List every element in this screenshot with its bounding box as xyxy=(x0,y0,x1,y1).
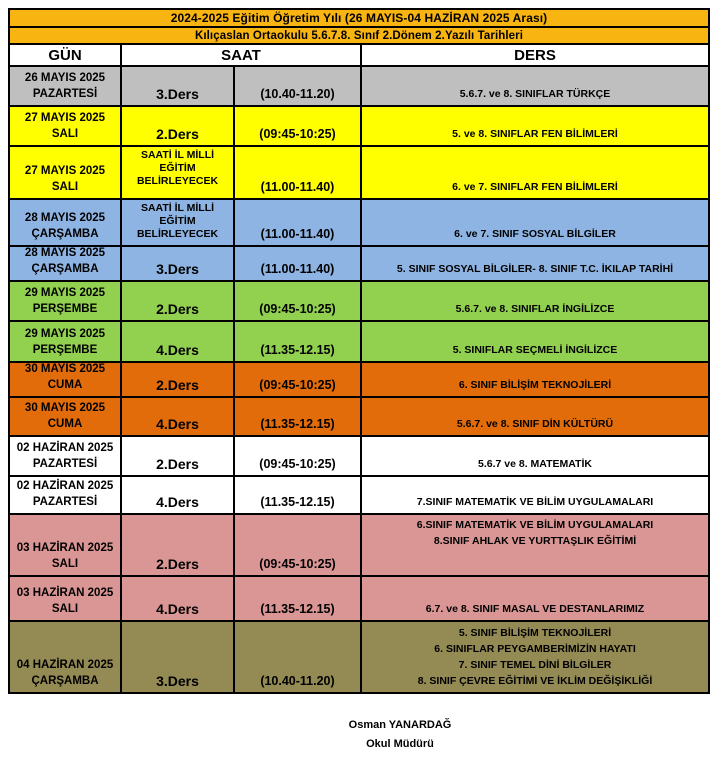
date-cell xyxy=(10,322,122,361)
subject-cell xyxy=(362,322,708,361)
lesson-cell: 3.Ders xyxy=(122,622,235,692)
subject-line: 5. ve 8. SINIFLAR FEN BİLİMLERİ xyxy=(452,128,618,140)
subject-cell xyxy=(362,437,708,475)
time-cell: (11.35-12.15) xyxy=(235,322,362,361)
column-header-saat: SAAT xyxy=(122,45,362,65)
date-line1: 03 HAZİRAN 2025 xyxy=(16,587,114,599)
lesson-cell: 2.Ders xyxy=(122,107,235,145)
table-row xyxy=(10,107,708,147)
subject-line: 5.6.7. ve 8. SINIF DİN KÜLTÜRÜ xyxy=(456,418,614,430)
lesson-cell: 2.Ders xyxy=(122,437,235,475)
subject-line: 5.6.7. ve 8. SINIFLAR TÜRKÇE xyxy=(459,88,611,100)
subject-line: 5. SINIF SOSYAL BİLGİLER- 8. SINIF T.C. İKILAP TARİHİ xyxy=(396,263,674,275)
time-cell: (10.40-11.20) xyxy=(235,622,362,692)
time-cell: (11.00-11.40) xyxy=(235,147,362,198)
subject-cell xyxy=(362,107,708,145)
subject-line: 7. SINIF TEMEL DİNİ BİLGİLER xyxy=(458,659,612,671)
date-line2: ÇARŞAMBA xyxy=(31,228,99,240)
date-cell xyxy=(10,577,122,620)
lesson-cell: SAATİ İL MİLLİ EĞİTİM BELİRLEYECEK xyxy=(122,200,235,245)
date-line1: 28 MAYIS 2025 xyxy=(24,212,106,224)
date-line1: 03 HAZİRAN 2025 xyxy=(16,542,114,554)
date-line2: PERŞEMBE xyxy=(32,303,98,315)
date-cell xyxy=(10,515,122,575)
time-cell: (09:45-10:25) xyxy=(235,107,362,145)
principal-title: Okul Müdürü xyxy=(366,738,434,750)
subject-cell xyxy=(362,200,708,245)
time-cell: (11.35-12.15) xyxy=(235,577,362,620)
time-cell: (09:45-10:25) xyxy=(235,515,362,575)
table-row xyxy=(10,622,708,692)
subject-line: 6.7. ve 8. SINIF MASAL VE DESTANLARIMIZ xyxy=(425,603,645,615)
date-line1: 30 MAYIS 2025 xyxy=(24,402,106,414)
subject-cell xyxy=(362,363,708,396)
date-line1: 27 MAYIS 2025 xyxy=(24,165,106,177)
subject-line: 8. SINIF ÇEVRE EĞİTİMİ VE İKLİM DEĞİŞİKLİĞİ xyxy=(417,675,653,687)
subject-line: 5. SINIFLAR SEÇMELİ İNGİLİZCE xyxy=(452,344,618,356)
date-line1: 04 HAZİRAN 2025 xyxy=(16,659,114,671)
column-header-row xyxy=(10,45,708,67)
date-cell xyxy=(10,622,122,692)
time-cell: (09:45-10:25) xyxy=(235,363,362,396)
subject-cell xyxy=(362,577,708,620)
subject-line: 5.6.7 ve 8. MATEMATİK xyxy=(478,458,592,470)
table-row xyxy=(10,282,708,322)
subject-cell xyxy=(362,398,708,435)
date-cell xyxy=(10,477,122,513)
date-line1: 02 HAZİRAN 2025 xyxy=(16,442,114,454)
table-row xyxy=(10,67,708,107)
table-row xyxy=(10,437,708,477)
date-cell xyxy=(10,282,122,320)
subject-cell xyxy=(362,247,708,280)
lesson-cell: 4.Ders xyxy=(122,322,235,361)
date-line2: CUMA xyxy=(47,379,83,391)
table-title-school: Kılıçaslan Ortaokulu 5.6.7.8. Sınıf 2.Dönem 2.Yazılı Tarihleri xyxy=(10,28,708,45)
time-cell: (11.35-12.15) xyxy=(235,477,362,513)
date-line1: 27 MAYIS 2025 xyxy=(24,112,106,124)
table-row xyxy=(10,477,708,515)
lesson-cell: 2.Ders xyxy=(122,363,235,396)
time-cell: (11.35-12.15) xyxy=(235,398,362,435)
date-line1: 29 MAYIS 2025 xyxy=(24,287,106,299)
lesson-cell: 4.Ders xyxy=(122,398,235,435)
date-line2: PAZARTESİ xyxy=(32,458,98,470)
lesson-cell: 4.Ders xyxy=(122,477,235,513)
table-row xyxy=(10,322,708,363)
lesson-cell: 2.Ders xyxy=(122,515,235,575)
date-line1: 29 MAYIS 2025 xyxy=(24,328,106,340)
time-cell: (11.00-11.40) xyxy=(235,247,362,280)
subject-line: 6. ve 7. SINIFLAR FEN BİLİMLERİ xyxy=(452,181,618,193)
date-line2: SALI xyxy=(51,128,79,140)
time-cell: (09:45-10:25) xyxy=(235,282,362,320)
lesson-cell: 3.Ders xyxy=(122,67,235,105)
table-row xyxy=(10,515,708,577)
lesson-cell: 4.Ders xyxy=(122,577,235,620)
date-line2: ÇARŞAMBA xyxy=(31,263,99,275)
lesson-cell: SAATİ İL MİLLİ EĞİTİM BELİRLEYECEK xyxy=(122,147,235,198)
time-cell: (09:45-10:25) xyxy=(235,437,362,475)
table-body xyxy=(10,67,708,692)
table-row xyxy=(10,398,708,437)
date-line2: PAZARTESİ xyxy=(32,88,98,100)
subject-line: 7.SINIF MATEMATİK VE BİLİM UYGULAMALARI xyxy=(416,496,654,508)
date-line2: SALI xyxy=(51,181,79,193)
subject-line: 8.SINIF AHLAK VE YURTTAŞLIK EĞİTİMİ xyxy=(433,535,637,547)
date-line2: PAZARTESİ xyxy=(32,496,98,508)
date-line1: 30 MAYIS 2025 xyxy=(24,363,106,375)
subject-line: 5.6.7. ve 8. SINIFLAR İNGİLİZCE xyxy=(455,303,615,315)
table-title-year: 2024-2025 Eğitim Öğretim Yılı (26 MAYIS-04 HAZİRAN 2025 Arası) xyxy=(10,10,708,28)
subject-line: 6. SINIF BİLİŞİM TEKNOJİLERİ xyxy=(458,379,612,391)
date-cell xyxy=(10,363,122,396)
table-row xyxy=(10,363,708,398)
date-cell xyxy=(10,247,122,280)
subject-cell xyxy=(362,622,708,692)
column-header-gun: GÜN xyxy=(10,45,122,65)
table-row xyxy=(10,577,708,622)
date-cell xyxy=(10,398,122,435)
date-cell xyxy=(10,67,122,105)
subject-cell xyxy=(362,147,708,198)
subject-line: 6. ve 7. SINIF SOSYAL BİLGİLER xyxy=(454,228,616,240)
date-line1: 02 HAZİRAN 2025 xyxy=(16,480,114,492)
date-line2: CUMA xyxy=(47,418,83,430)
subject-cell xyxy=(362,282,708,320)
time-cell: (11.00-11.40) xyxy=(235,200,362,245)
lesson-cell: 2.Ders xyxy=(122,282,235,320)
date-line2: SALI xyxy=(51,603,79,615)
exam-schedule-table xyxy=(8,8,710,694)
lesson-cell: 3.Ders xyxy=(122,247,235,280)
column-header-ders: DERS xyxy=(514,46,556,64)
date-line2: PERŞEMBE xyxy=(32,344,98,356)
date-line2: ÇARŞAMBA xyxy=(31,675,99,687)
signature-block xyxy=(90,716,710,754)
date-cell xyxy=(10,437,122,475)
date-cell xyxy=(10,200,122,245)
table-row xyxy=(10,247,708,282)
subject-cell xyxy=(362,515,708,575)
subject-line: 6. SINIFLAR PEYGAMBERİMİZİN HAYATI xyxy=(434,643,636,655)
principal-name: Osman YANARDAĞ xyxy=(348,719,452,731)
date-line1: 28 MAYIS 2025 xyxy=(24,247,106,259)
time-cell: (10.40-11.20) xyxy=(235,67,362,105)
subject-line: 5. SINIF BİLİŞİM TEKNOJİLERİ xyxy=(458,627,612,639)
date-line2: SALI xyxy=(51,558,79,570)
subject-line: 6.SINIF MATEMATİK VE BİLİM UYGULAMALARI xyxy=(416,519,654,531)
table-row xyxy=(10,200,708,247)
table-row xyxy=(10,147,708,200)
date-cell xyxy=(10,147,122,198)
subject-cell xyxy=(362,477,708,513)
date-cell xyxy=(10,107,122,145)
subject-cell xyxy=(362,67,708,105)
date-line1: 26 MAYIS 2025 xyxy=(24,72,106,84)
